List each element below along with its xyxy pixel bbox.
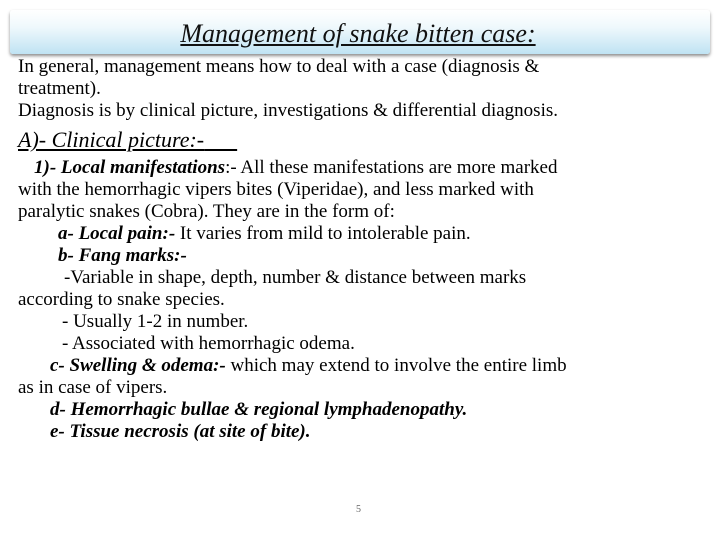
page-title: Management of snake bitten case: — [180, 19, 536, 48]
intro-line-3: Diagnosis is by clinical picture, investigations & differential diagnosis. — [18, 100, 558, 121]
local-manifestations-label: 1)- Local manifestations — [34, 157, 226, 178]
fang-marks-sub-3: - Associated with hemorrhagic odema. — [62, 333, 355, 354]
item-swelling-odema: c- Swelling & odema:- which may extend to involve the entire limb — [50, 355, 567, 376]
local-manifestations-line-2: with the hemorrhagic vipers bites (Viperidae), and less marked with — [18, 179, 534, 200]
fang-marks-sub-1-cont: according to snake species. — [18, 289, 225, 310]
item-tissue-necrosis: e- Tissue necrosis (at site of bite). — [50, 421, 311, 442]
slide-content — [18, 56, 708, 443]
item-hemorrhagic-bullae: d- Hemorrhagic bullae & regional lymphadenopathy. — [50, 399, 468, 420]
section-heading-clinical-picture: A)- Clinical picture:- — [18, 127, 205, 152]
intro-line-1: In general, management means how to deal with a case (diagnosis & — [18, 56, 540, 77]
item-local-pain: a- Local pain:- It varies from mild to intolerable pain. — [58, 223, 471, 244]
local-manifestations-line: 1)- Local manifestations:- All these manifestations are more marked — [34, 157, 558, 178]
item-fang-marks: b- Fang marks:- — [58, 245, 187, 266]
local-manifestations-line-3: paralytic snakes (Cobra). They are in the form of: — [18, 201, 395, 222]
swelling-odema-cont: as in case of vipers. — [18, 377, 168, 398]
page-number: 5 — [356, 504, 361, 515]
fang-marks-sub-2: - Usually 1-2 in number. — [62, 311, 249, 332]
fang-marks-sub-1: -Variable in shape, depth, number & distance between marks — [64, 267, 527, 288]
intro-line-2: treatment). — [18, 78, 101, 99]
